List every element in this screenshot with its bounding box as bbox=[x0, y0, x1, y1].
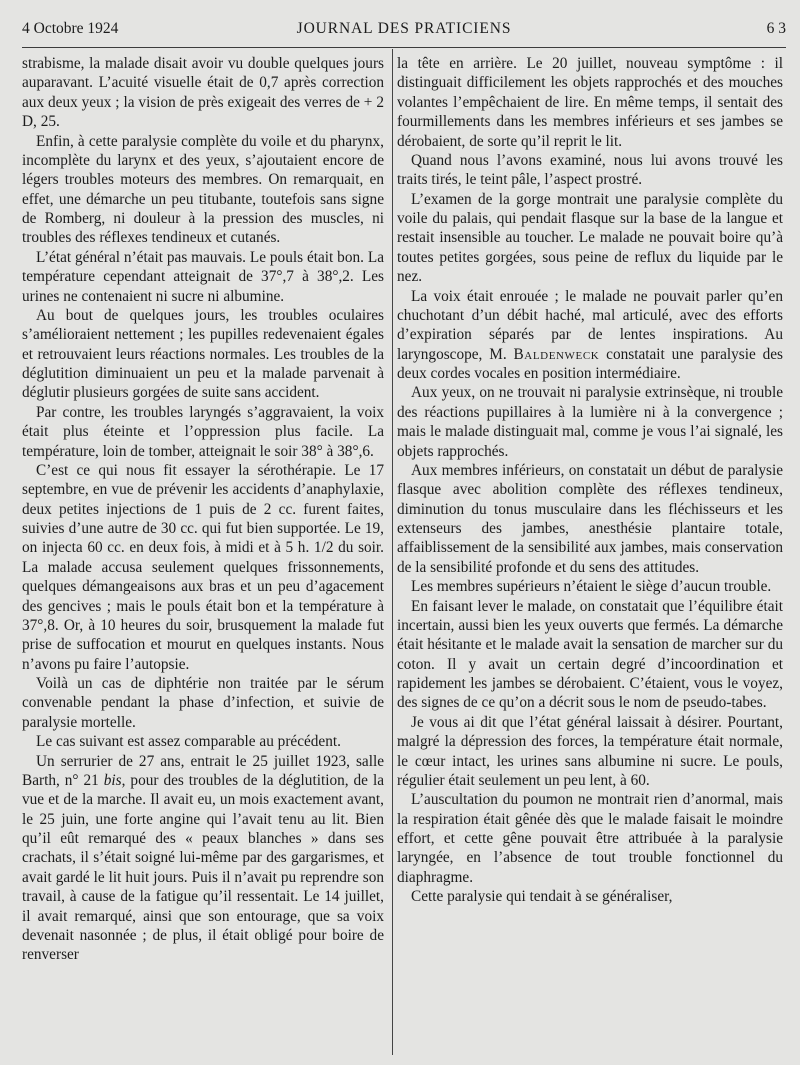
paragraph: Cette paralysie qui tendait à se généraliser, bbox=[411, 888, 673, 906]
paragraph: Quand nous l’avons examiné, nous lui avons trouvé les traits tirés, le teint pâle, l’aspect prostré. bbox=[397, 151, 783, 189]
paragraph: Les membres supérieurs n’étaient le siège d’aucun trouble. bbox=[411, 578, 772, 596]
paragraph: L’examen de la gorge montrait une paralysie complète du voile du palais, qui pendait flasque sur la base de la langue et restait insensible au toucher. Le malade ne pouvait boire qu’à toutes petites gorgées, sous peine de reflux du liquide par le nez. bbox=[397, 190, 783, 286]
italic-bis: bis bbox=[103, 771, 122, 789]
header-rule bbox=[22, 47, 786, 48]
paragraph: Aux yeux, on ne trouvait ni paralysie extrinsèque, ni trouble des réactions pupillaires à la lumière ni à la convergence ; mais le malade distinguait mal, comme je vous l’ai signalé, les objets rapprochés. bbox=[397, 384, 783, 460]
paragraph: C’est ce qui nous fit essayer la sérothérapie. Le 17 septembre, en vue de prévenir les accidents d’anaphylaxie, deux petites injections de 1 puis de 2 cc. furent faites, suivies d’une autre de 30 cc. qui fut bien supportée. Le 19, on injecta 60 cc. en deux fois, à midi et à 5 h. 1/2 du soir. La malade accusa seulement quelques frissonnements, quelques démangeaisons aux bras et un peu d’agacement des gencives ; mais le pouls était bon et la température à 37°,8. Or, à 10 heures du soir, brusquement la malade fut prise de suffocation et mourut en quelques instants. Nous n’avons pu faire l’autopsie. bbox=[22, 461, 384, 673]
paragraph: la tête en arrière. Le 20 juillet, nouveau symptôme : il distinguait difficilement les objets rapprochés et des mouches volantes l’empêchaient de lire. En même temps, il sentait des fourmillements dans les membres inférieurs et ses jambes se dérobaient, de sorte qu’il reprit le lit. bbox=[397, 55, 783, 150]
column-divider bbox=[392, 49, 393, 1055]
paragraph-text: , pour des troubles de la déglutition, de la vue et de la marche. Il avait eu, un mois exactement avant, le 25 juin, une forte angine qui l’avait tenu au lit. Bien qu’il eût remarqué des « peaux blanches » dans ses crachats, il s’était soigné lui-même par des gargarismes, et avait gardé le lit huit jours. Puis il n’avait pu reprendre son travail, à cause de la fatigue qu’il ressentait. Le 14 juillet, il avait remarqué, ainsi que son entourage, que sa voix devenait nasonnée ; de plus, il était obligé pour boire de renverser bbox=[22, 771, 384, 964]
header-date: 4 Octobre 1924 bbox=[22, 20, 119, 37]
right-column bbox=[397, 54, 783, 907]
paragraph: Aux membres inférieurs, on constatait un début de paralysie flasque avec abolition complète des réflexes tendineux, diminution du tonus musculaire dans les fléchisseurs et les extenseurs des jambes, anesthésie plantaire totale, affaiblissement de la sensibilité aux jambes, mais conservation de la sensibilité profonde et du sens des attitudes. bbox=[397, 461, 783, 576]
paragraph: Au bout de quelques jours, les troubles oculaires s’amélioraient nettement ; les pupilles redevenaient égales et retrouvaient leurs réactions normales. Les troubles de la déglutition diminuaient un peu et la malade parvenait à déglutir plusieurs gorgées de suite sans accident. bbox=[22, 306, 384, 402]
author-name: Baldenweck bbox=[513, 345, 600, 363]
paragraph: Enfin, à cette paralysie complète du voile et du pharynx, incomplète du larynx et des yeux, s’ajoutaient encore de légers troubles moteurs des membres. On remarquait, en effet, une démarche un peu titubante, toutefois sans signe de Romberg, ni douleur à la pression des muscles, ni troubles des réflexes tendineux et cutanés. bbox=[22, 132, 384, 247]
paragraph: Le cas suivant est assez comparable au précédent. bbox=[36, 733, 341, 751]
paragraph-text: Un serrurier de 27 ans, entrait le 25 juillet 1923, salle Barth, n° 21 bbox=[22, 752, 384, 789]
paragraph: En faisant lever le malade, on constatait que l’équilibre était incertain, aussi bien les yeux ouverts que fermés. La démarche était hésitante et le malade avait la sensation de marcher sur du coton. Il y avait un certain degré d’incoordination et rapidement les jambes se dérobaient. C’étaient, vous le voyez, des signes de ce qu’on a décrit sous le nom de pseudo-tabes. bbox=[397, 597, 783, 712]
header-page-number: 6 3 bbox=[766, 20, 786, 37]
left-column bbox=[22, 54, 384, 965]
paragraph: Par contre, les troubles laryngés s’aggravaient, la voix était plus éteinte et l’oppression plus facile. La température, loin de tomber, atteignait le soir 38° à 38°,6. bbox=[22, 403, 384, 460]
running-header bbox=[22, 20, 786, 44]
paragraph: Je vous ai dit que l’état général laissait à désirer. Pourtant, malgré la dépression des forces, la température était normale, le cœur intact, les urines sans albumine ni sucre. Le pouls, régulier était seulement un peu lent, à 60. bbox=[397, 713, 783, 789]
paragraph: strabisme, la malade disait avoir vu double quelques jours auparavant. L’acuité visuelle était de 0,7 après correction aux deux yeux ; la vision de près exigeait des verres de + 2 D, 25. bbox=[22, 55, 384, 131]
header-journal-title: JOURNAL DES PRATICIENS bbox=[296, 20, 512, 37]
paragraph: L’auscultation du poumon ne montrait rien d’anormal, mais la respiration était gênée dès que le malade faisait le moindre effort, et cette gêne pouvait être attribuée à la paralysie laryngée, en l’absence de tout trouble fonctionnel du diaphragme. bbox=[397, 791, 783, 886]
paragraph: Voilà un cas de diphtérie non traitée par le sérum convenable pendant la phase d’infection, et suivie de paralysie mortelle. bbox=[22, 675, 384, 731]
paragraph bbox=[22, 752, 384, 965]
paragraph: L’état général n’était pas mauvais. Le pouls était bon. La température cependant atteignait de 37°,7 à 38°,2. Les urines ne contenaient ni sucre ni albumine. bbox=[22, 248, 384, 305]
paragraph-text: La voix était enrouée ; le malade ne pouvait parler qu’en chuchotant d’un débit haché, mal articulé, avec des efforts d’expiration séparés par de lentes inspirations. Au laryngoscope, M. bbox=[397, 287, 783, 363]
paragraph-text: constatait une paralysie des deux cordes vocales en position intermédiaire. bbox=[397, 345, 783, 382]
paragraph bbox=[397, 287, 783, 384]
